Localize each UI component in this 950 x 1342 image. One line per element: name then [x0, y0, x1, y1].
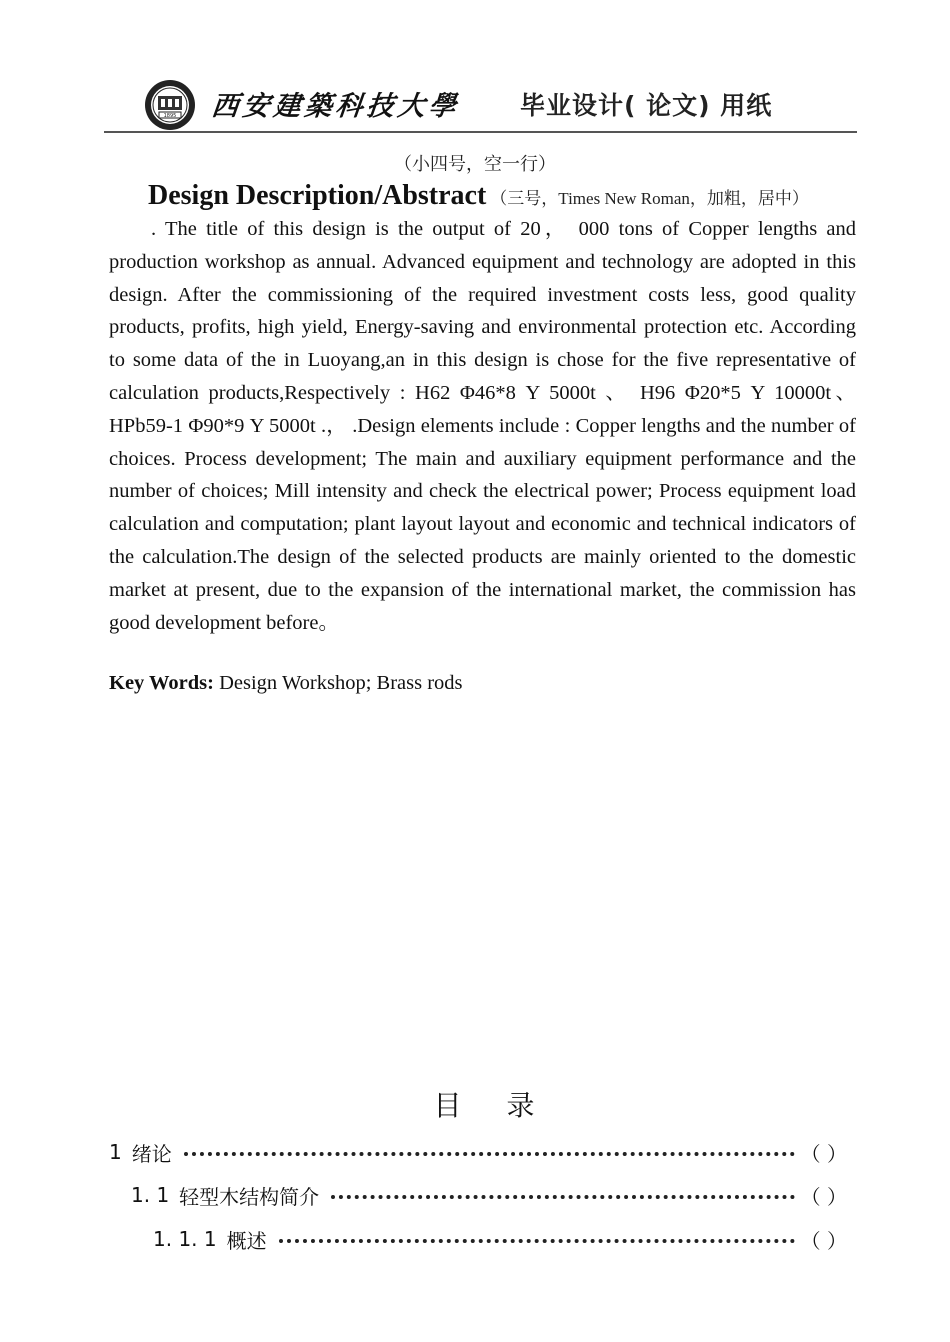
toc-entry-page: （ ）: [800, 1184, 847, 1209]
toc-leader-dots: [331, 1195, 794, 1199]
toc-entry-label: 绪论: [131, 1141, 172, 1166]
toc-entry[interactable]: [109, 1137, 847, 1167]
toc-title: 目 录: [433, 1089, 553, 1122]
abstract-title: Design Description/Abstract: [148, 180, 487, 211]
toc-entry[interactable]: [131, 1180, 847, 1210]
abstract-heading: [148, 180, 809, 212]
toc-entry[interactable]: [153, 1224, 847, 1254]
university-name: 西安建築科技大學: [210, 91, 462, 122]
toc-entry-label: 轻型木结构简介: [179, 1184, 320, 1209]
toc-entry-page: （ ）: [800, 1228, 847, 1253]
toc-entry-page: （ ）: [800, 1141, 847, 1166]
format-note: （小四号，空一行）: [394, 154, 556, 175]
abstract-title-note: （三号，Times New Roman，加粗，居中）: [490, 189, 809, 208]
toc-leader-dots: [279, 1239, 795, 1243]
header-divider: [104, 131, 857, 133]
svg-text:1895: 1895: [163, 113, 177, 119]
keywords-line: [109, 672, 463, 695]
toc-entry-number: 1. 1. 1: [153, 1227, 217, 1251]
toc-entry-number: 1: [109, 1140, 122, 1164]
toc-leader-dots: [184, 1152, 795, 1156]
university-seal-logo: [143, 78, 197, 132]
keywords-label: Key Words:: [109, 672, 214, 694]
toc-entry-number: 1. 1: [131, 1183, 170, 1207]
toc-entry-label: 概述: [226, 1228, 267, 1253]
keywords-text: Design Workshop; Brass rods: [213, 672, 463, 694]
paper-type-label: 毕业设计( 论文) 用纸: [520, 91, 773, 120]
abstract-body: . The title of this design is the output of 20， 000 tons of Copper lengths and production workshop as annual. Advanced equipment and technology are adopted in this design. After the commissioning of the required investment costs less, good quality products, profits, high yield, Energy-saving and environmental protection etc. According to some data of the in Luoyang,an in this design is chose for the five representative of calculation products,Respectively : H62 Φ46*8 Y 5000t 、 H96 Φ20*5 Y 10000t、HPb59-1 Φ90*9 Y 5000t .， .Design elements include : Copper lengths and the number of choices. Process development; The main and auxiliary equipment performance and the number of choices; Mill intensity and check the electrical power; Process equipment load calculation and computation; plant layout layout and economic and technical indicators of the calculation.The design of the selected products are mainly oriented to the domestic market at present, due to the expansion of the international market, the commission has good development before。: [109, 218, 856, 634]
